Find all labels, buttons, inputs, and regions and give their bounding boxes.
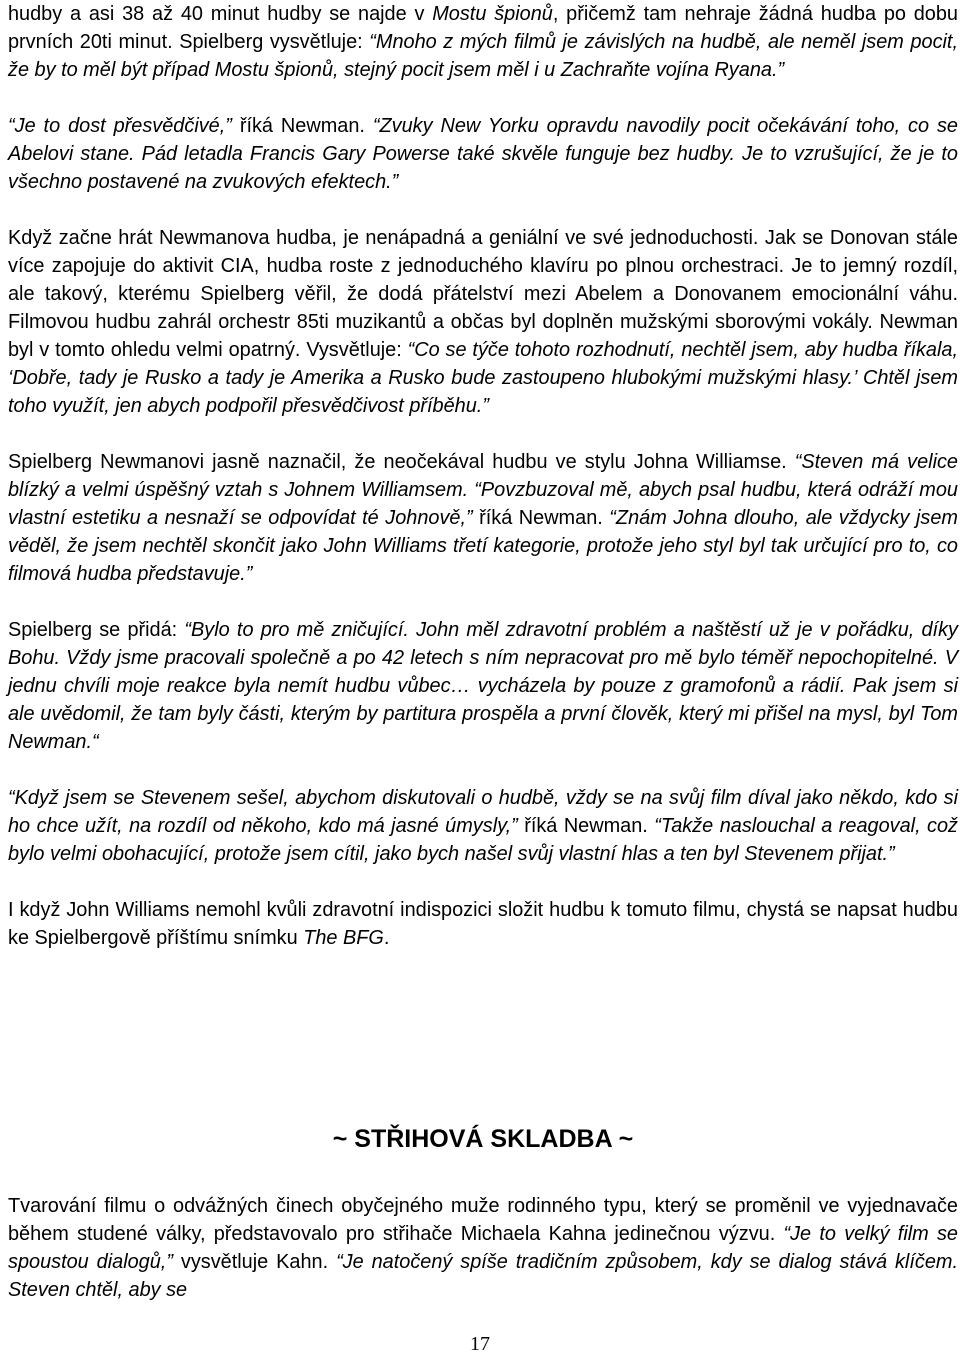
paragraph — [8, 112, 958, 196]
text-run: hudby a asi 38 až 40 minut hudby se najde v — [8, 3, 433, 25]
italic-text: “Je to dost přesvědčivé,” — [8, 115, 232, 137]
italic-text: “Steven má velice blízký a velmi úspěšný vztah s Johnem Williamsem. “Povzbuzoval mě, abych psal hudbu, která odráží mou vlastní estetiku a nesnaží se odpovídat té Johnově,” — [8, 451, 958, 529]
text-run: I když John Williams nemohl kvůli zdravotní indispozici složit hudbu k tomuto filmu, chystá se napsat hudbu ke Spielbergově příštímu snímku — [8, 899, 958, 949]
text-run: , přičemž tam nehraje žádná hudba po dobu prvních 20ti minut. Spielberg vysvětluje: — [8, 3, 958, 53]
italic-text: “Když jsem se Stevenem sešel, abychom diskutovali o hudbě, vždy se na svůj film díval jako někdo, kdo si ho chce užít, na rozdíl od někoho, kdo má jasné úmysly,” — [8, 787, 958, 837]
italic-text: “Mnoho z mých filmů je závislých na hudbě, ale neměl jsem pocit, že by to měl být případ Mostu špionů, stejný pocit jsem měl i u Zachraňte vojína Ryana.” — [8, 31, 958, 81]
paragraph — [8, 448, 958, 588]
italic-text: “Co se týče tohoto rozhodnutí, nechtěl jsem, aby hudba říkala, ‘Dobře, tady je Rusko a tady je Amerika a Rusko bude zastoupeno hlubokými mužskými hlasy.’ Chtěl jsem toho využít, jen abych podpořil přesvědčivost příběhu.” — [8, 339, 958, 417]
paragraph — [8, 616, 958, 756]
text-run: říká Newman. — [472, 507, 610, 529]
body-text — [8, 0, 958, 952]
section-heading: ~ STŘIHOVÁ SKLADBA ~ — [332, 1125, 634, 1153]
text-run: Když začne hrát Newmanova hudba, je nenápadná a geniální ve své jednoduchosti. Jak se Donovan stále více zapojuje do aktivit CIA, hudba roste z jednoduchého klavíru po plnou orchestraci. Je to jemný rozdíl, ale takový, kterému Spielberg věřil, že dodá přátelství mezi Abelem a Donovanem emocionální váhu. Filmovou hudbu zahrál orchestr 85ti muzikantů a občas byl doplněn mužskými sborovými vokály. Newman byl v tomto ohledu velmi opatrný. Vysvětluje: — [8, 227, 958, 361]
paragraph — [8, 896, 958, 952]
document-page — [8, 0, 958, 1301]
italic-text: The BFG — [303, 927, 384, 949]
paragraph — [8, 784, 958, 868]
text-run: Spielberg se přidá: — [8, 619, 185, 641]
text-run: vysvětluje Kahn. — [172, 1251, 337, 1273]
italic-text: “Bylo to pro mě zničující. John měl zdravotní problém a naštěstí už je v pořádku, díky Bohu. Vždy jsme pracovali společně a po 42 letech s ním nepracovat pro mě bylo téměř nepochopitelné. V jednu chvíli moje reakce byla nemít hudbu vůbec… vycházela by pouze z gramofonů a rádií. Pak jsem si ale uvědomil, že tam byly části, kterým by partitura prospěla a první člověk, který mi přišel na mysl, byl Tom Newman.“ — [8, 619, 958, 753]
italic-text: “Zvuky New Yorku opravdu navodily pocit očekávání toho, co se Abelovi stane. Pád letadla Francis Gary Powerse také skvěle funguje bez hudby. Je to vzrušující, že je to všechno postavené na zvukových efektech.” — [8, 115, 958, 193]
text-run: Tvarování filmu o odvážných činech obyčejného muže rodinného typu, který se proměnil ve vyjednavače během studené války, představovalo pro střihače Michaela Kahna jedinečnou výzvu. — [8, 1195, 958, 1245]
paragraph — [8, 0, 958, 84]
italic-text: “Znám Johna dlouho, ale vždycky jsem věděl, že jsem nechtěl skončit jako John Williams třetí kategorie, protože jeho styl byl tak určující pro to, co filmová hudba představuje.” — [8, 507, 958, 585]
italic-text: Mostu špionů — [432, 3, 553, 25]
paragraph — [8, 1192, 958, 1304]
text-run: říká Newman. — [231, 115, 373, 137]
text-run: . — [383, 927, 390, 949]
text-run: Spielberg Newmanovi jasně naznačil, že neočekával hudbu ve stylu Johna Williamse. — [8, 451, 795, 473]
text-run: říká Newman. — [517, 815, 655, 837]
page-number: 17 — [470, 1333, 490, 1355]
italic-text: “Je natočený spíše tradičním způsobem, kdy se dialog stává klíčem. Steven chtěl, aby se — [8, 1251, 958, 1301]
italic-text: “Je to velký film se spoustou dialogů,” — [8, 1223, 958, 1273]
italic-text: “Takže naslouchal a reagoval, což bylo velmi obohacující, protože jsem cítil, jako bych našel svůj vlastní hlas a ten byl Stevenem přijat.” — [8, 815, 958, 865]
paragraph — [8, 224, 958, 420]
